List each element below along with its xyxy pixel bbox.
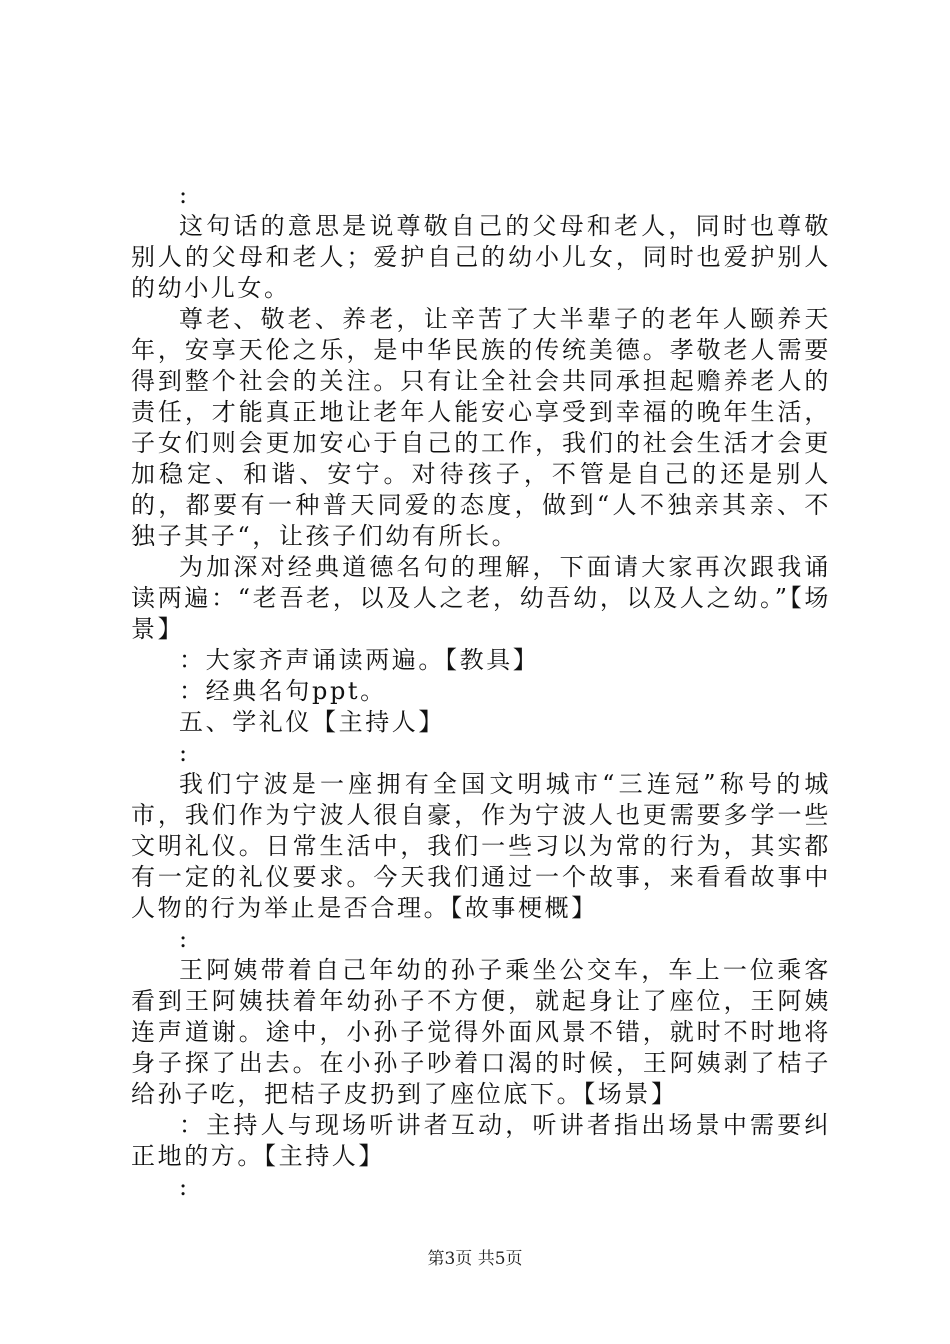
paragraph: ：大家齐声诵读两遍。【教具】: [179, 646, 540, 674]
paragraph: 为加深对经典道德名句的理解，下面请大家再次跟我诵读两遍：“老吾老，以及人之老，幼吾幼，以及人之幼。”【场景】: [131, 553, 831, 643]
paragraph: ：主持人与现场听讲者互动，听讲者指出场景中需要纠正地的方。【主持人】: [131, 1111, 831, 1170]
paragraph: 这句话的意思是说尊敬自己的父母和老人，同时也尊敬别人的父母和老人；爱护自己的幼小儿女，同时也爱护别人的幼小儿女。: [131, 212, 831, 302]
page-footer: 第3页 共5页: [427, 1249, 523, 1269]
document-body: [131, 180, 831, 1203]
paragraph: 我们宁波是一座拥有全国文明城市“三连冠”称号的城市，我们作为宁波人很自豪，作为宁波人也更需要多学一些文明礼仪。日常生活中，我们一些习以为常的行为，其实都有一定的礼仪要求。今天我们通过一个故事，来看看故事中人物的行为举止是否合理。【故事梗概】: [131, 770, 831, 922]
section-heading: 五、学礼仪【主持人】: [179, 708, 445, 736]
speaker-colon: :: [179, 181, 188, 209]
paragraph: 尊老、敬老、养老，让辛苦了大半辈子的老年人颐养天年，安享天伦之乐，是中华民族的传统美德。孝敬老人需要得到整个社会的关注。只有让全社会共同承担起赡养老人的责任，才能真正地让老年人能安心享受到幸福的晚年生活，子女们则会更加安心于自己的工作，我们的社会生活才会更加稳定、和谐、安宁。对待孩子，不管是自己的还是别人的，都要有一种普天同爱的态度，做到“人不独亲其亲、不独子其子“，让孩子们幼有所长。: [131, 305, 831, 550]
speaker-colon: :: [179, 739, 188, 767]
paragraph: ：经典名句ppt。: [179, 677, 387, 705]
speaker-colon: :: [179, 1173, 188, 1201]
paragraph: 王阿姨带着自己年幼的孙子乘坐公交车，车上一位乘客看到王阿姨扶着年幼孙子不方便，就起身让了座位，王阿姨连声道谢。途中，小孙子觉得外面风景不错，就时不时地将身子探了出去。在小孙子吵着口渴的时候，王阿姨剥了桔子给孙子吃，把桔子皮扔到了座位底下。【场景】: [131, 956, 831, 1108]
speaker-colon: :: [179, 925, 188, 953]
